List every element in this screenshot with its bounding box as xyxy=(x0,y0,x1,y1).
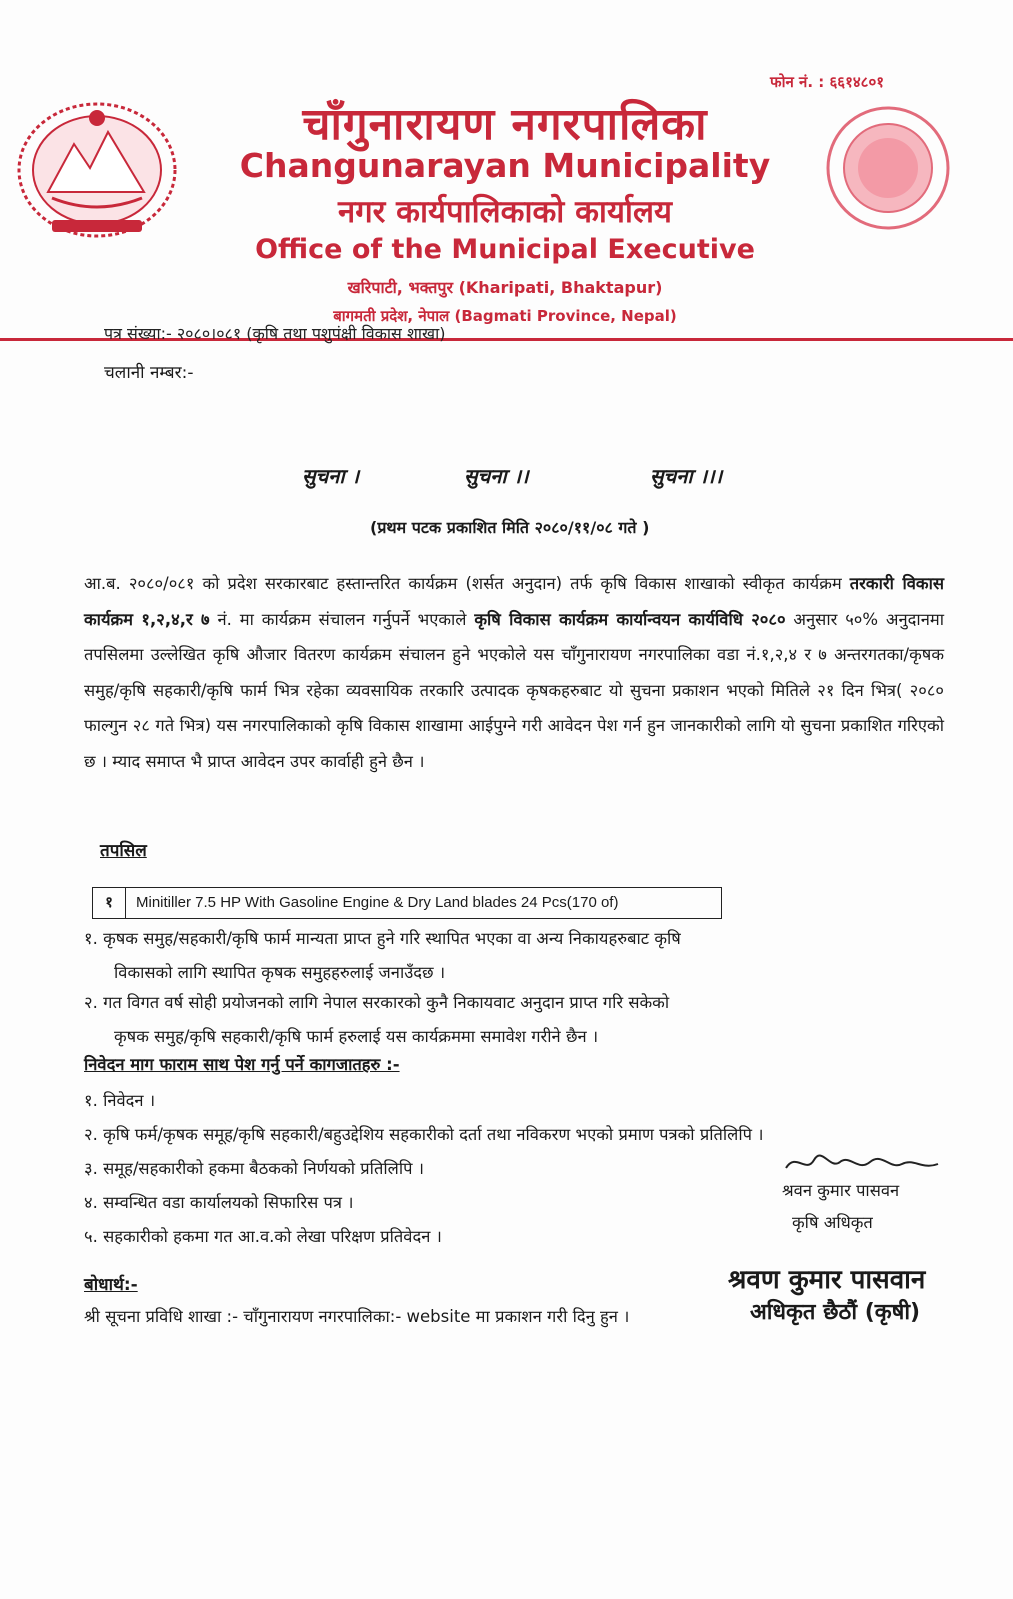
schedule-title: तपसिल xyxy=(100,841,147,861)
condition-item: २. गत विगत वर्ष सोही प्रयोजनको लागि नेपाल सरकारको कुनै निकायवाट अनुदान प्राप्त गरि सकेको कृषक समुह/कृषि सहकारी/कृषि फार्म हरुलाई यस कार्यक्रममा समावेश गरीने छैन । xyxy=(84,993,670,1046)
signatory-name: श्रवन कुमार पासवन xyxy=(782,1181,900,1200)
handwritten-signature xyxy=(782,1148,942,1178)
dispatch-number: चलानी नम्बर:- xyxy=(104,363,194,383)
list-item: ५. सहकारीको हकमा गत आ.व.को लेखा परिक्षण प्रतिवेदन । xyxy=(84,1227,442,1246)
notice-heading-3: सुचना ।।। xyxy=(650,464,723,488)
cc-recipient: श्री सूचना प्रविधि शाखा :- चाँगुनारायण नगरपालिका:- website मा प्रकाशन गरी दिनु हुन । xyxy=(84,1307,630,1326)
schedule-table-row xyxy=(92,887,722,919)
condition-item: १. कृषक समुह/सहकारी/कृषि फार्म मान्यता प्राप्त हुने गरि स्थापित भएका वा अन्य निकायहरुबाट कृषि विकासको लागि स्थापित कृषक समुहहरुलाई जनाउँदछ । xyxy=(84,929,681,982)
phone-number: फोन नं. : ६६१४८०१ xyxy=(770,73,885,91)
municipality-name-english: Changunarayan Municipality xyxy=(239,146,771,185)
publication-date: (प्रथम पटक प्रकाशित मिति २०८०/११/०८ गते ) xyxy=(370,518,650,537)
signatory-designation: कृषि अधिकृत xyxy=(792,1213,873,1232)
schedule-item: Minitiller 7.5 HP With Gasoline Engine & Dry Land blades 24 Pcs(170 of) xyxy=(136,894,619,911)
letter-reference: पत्र संख्या:- २०८०।०८१ (कृषि तथा पशुपंक्षी विकास शाखा) xyxy=(104,324,446,343)
list-item: ३. समूह/सहकारीको हकमा बैठकको निर्णयको प्रतिलिपि । xyxy=(84,1159,424,1178)
office-name-english: Office of the Municipal Executive xyxy=(255,234,755,265)
list-item: १. निवेदन । xyxy=(84,1091,156,1110)
officer-stamp-title: अधिकृत छैठौं (कृषी) xyxy=(750,1300,921,1325)
list-item: ४. सम्वन्धित वडा कार्यालयको सिफारिस पत्र । xyxy=(84,1193,354,1212)
officer-stamp-name: श्रवण कुमार पासवान xyxy=(728,1265,926,1295)
office-province: बागमती प्रदेश, नेपाल (Bagmati Province, Nepal) xyxy=(333,307,677,325)
cc-label: बोधार्थ:- xyxy=(84,1275,138,1295)
office-seal xyxy=(824,104,952,232)
municipality-name-nepali: चाँगुनारायण नगरपालिका xyxy=(302,99,708,150)
office-name-nepali: नगर कार्यपालिकाको कार्यालय xyxy=(338,194,672,230)
list-item: २. कृषि फर्म/कृषक समूह/कृषि सहकारी/बहुउद्देशिय सहकारीको दर्ता तथा नविकरण भएको प्रमाण पत्रको प्रतिलिपि । xyxy=(84,1125,764,1144)
notice-body-paragraph: आ.ब. २०८०/०८१ को प्रदेश सरकारबाट हस्तान्तरित कार्यक्रम (शर्सत अनुदान) तर्फ कृषि विकास शाखाको स्वीकृत कार्यक्रम तरकारी विकास कार्यक्रम १,२,४,र ७ नं. मा कार्यक्रम संचालन गर्नुपर्ने भएकाले कृषि विकास कार्यक्रम कार्यान्वयन कार्यविधि २०८० अनुसार ५०% अनुदानमा तपसिलमा उल्लेखित कृषि औजार वितरण कार्यक्रम संचालन हुने भएकोले यस चाँगुनारायण नगरपालिका वडा नं.१,२,४ र ७ अन्तरगतका/कृषक समुह/कृषि सहकारी/कृषि फार्म भित्र रहेका व्यवसायिक तरकारि उत्पादक कृषकहरुबाट यो सुचना प्रकाशन भएको मितिले २१ दिन भित्र( २०८० फाल्गुन २८ गते भित्र) यस नगरपालिकाको कृषि विकास शाखामा आईपुग्ने गरी आवेदन पेश गर्न हुन जानकारीको लागि यो सुचना प्रकाशित गरिएको छ । म्याद समाप्त भै प्राप्त आवेदन उपर कार्वाही हुने छैन । xyxy=(84,574,944,771)
office-address: खरिपाटी, भक्तपुर (Kharipati, Bhaktapur) xyxy=(347,278,663,297)
nepal-emblem-logo xyxy=(12,92,182,242)
schedule-serial: १ xyxy=(93,888,126,918)
notice-heading-2: सुचना ।। xyxy=(464,464,529,488)
documents-list xyxy=(84,1084,764,1254)
documents-title: निवेदन माग फाराम साथ पेश गर्नु पर्ने कागजातहरु :- xyxy=(84,1055,400,1074)
notice-heading-1: सुचना । xyxy=(302,464,360,488)
